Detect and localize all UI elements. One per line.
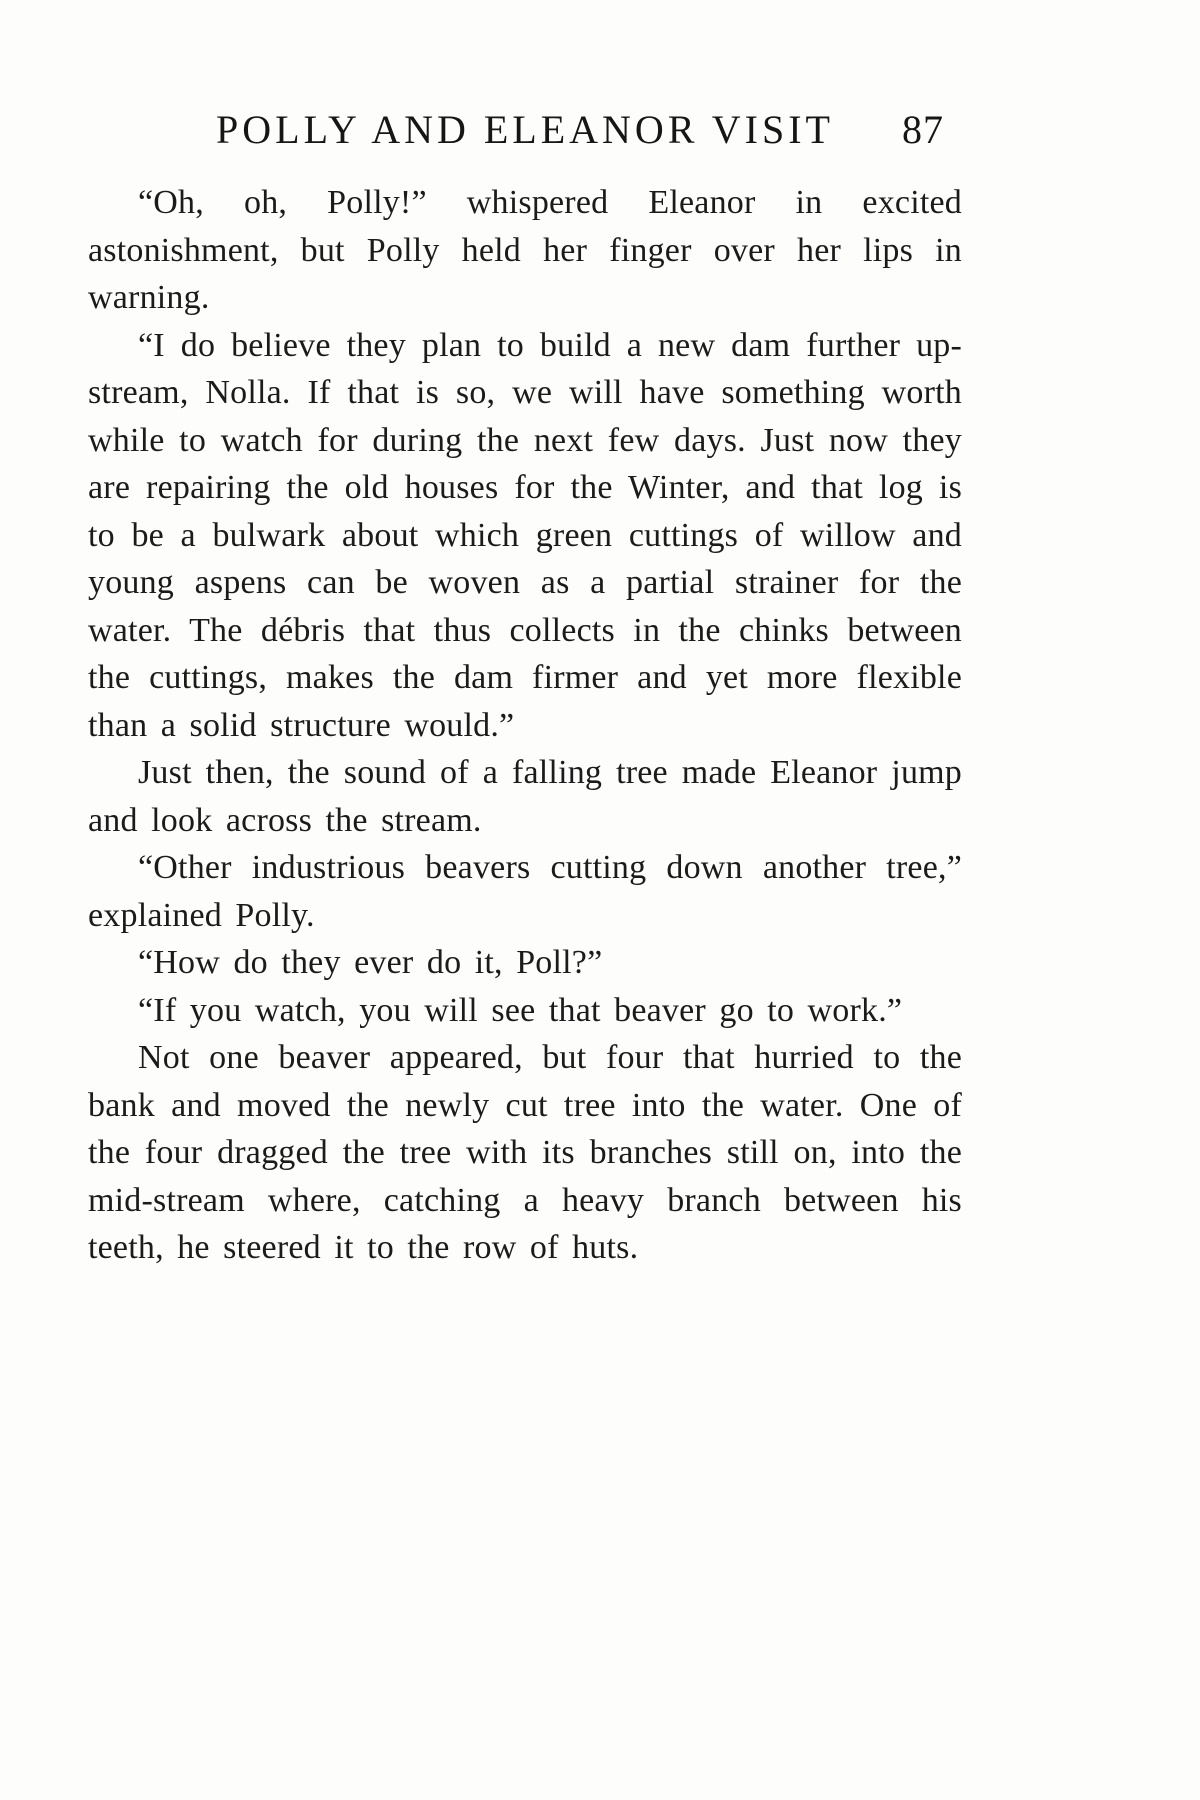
page-header xyxy=(88,106,962,153)
paragraph: “Oh, oh, Polly!” whispered Eleanor in excited astonishment, but Polly held her finger over her lips in warning. xyxy=(88,184,962,316)
paragraph: “Other industrious beavers cutting down another tree,” explained Polly. xyxy=(88,849,962,934)
paragraph: “I do believe they plan to build a new dam further up-stream, Nolla. If that is so, we will have something worth while to watch for during the next few days. Just now they are repairing the old houses for the Winter, and that log is to be a bulwark about which green cuttings of willow and young aspens can be woven as a partial strainer for the water. The débris that thus collects in the chinks between the cuttings, makes the dam firmer and yet more flexible than a solid structure would.” xyxy=(88,326,962,744)
page-number: 87 xyxy=(902,107,944,152)
running-head-title: POLLY AND ELEANOR VISIT xyxy=(216,107,834,152)
paragraph: Not one beaver appeared, but four that hurried to the bank and moved the newly cut tree into the water. One of the four dragged the tree with its branches still on, into the mid-stream where, catching a heavy branch between his teeth, he steered it to the row of huts. xyxy=(88,1039,962,1266)
text-block xyxy=(88,179,962,1272)
paragraph: Just then, the sound of a falling tree made Eleanor jump and look across the stream. xyxy=(88,754,962,839)
paragraph: “How do they ever do it, Poll?” xyxy=(138,944,603,981)
paragraph: “If you watch, you will see that beaver go to work.” xyxy=(138,991,903,1029)
